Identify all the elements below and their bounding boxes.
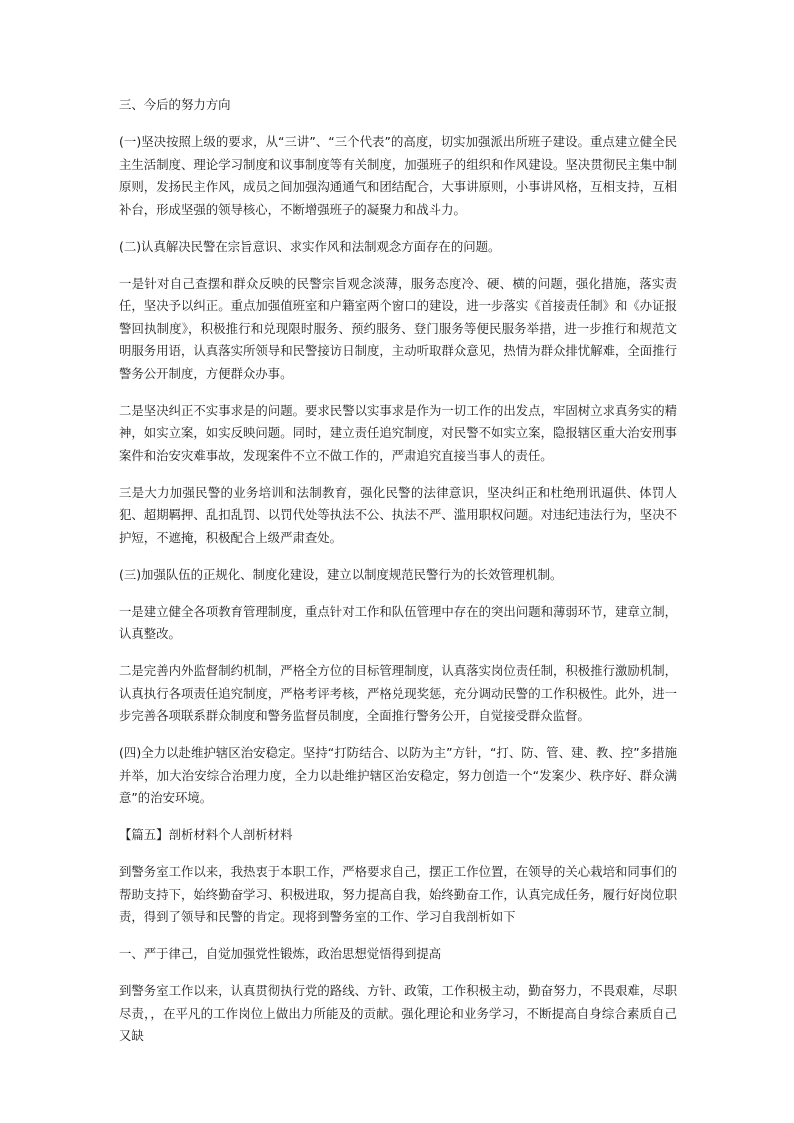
paragraph: (三)加强队伍的正规化、制度化建设，建立以制度规范民警行为的长效管理机制。 <box>119 566 563 582</box>
document-page <box>119 94 677 1062</box>
paragraph: 到警务室工作以来，认真贯彻执行党的路线、方针、政策，工作积极主动，勤奋努力，不畏艰难，尽职尽责，，在平凡的工作岗位上做出力所能及的贡献。强化理论和业务学习，不断提高自身综合素质自己又缺 <box>119 983 677 1043</box>
chapter-heading: 【篇五】剖析材料个人剖析材料 <box>119 827 293 842</box>
paragraph: (二)认真解决民警在宗旨意识、求实作风和法制观念方面存在的问题。 <box>119 238 501 254</box>
section-heading: 三、今后的努力方向 <box>119 97 231 112</box>
paragraph: (一)坚决按照上级的要求，从“三讲”、“三个代表”的高度，切实加强派出所班子建设。重点建立健全民主生活制度、理论学习制度和议事制度等有关制度，加强班子的组织和作风建设。坚决贯彻民主集中制原则，发扬民主作风，成员之间加强沟通通气和团结配合，大事讲原则，小事讲风格，互相支持，互相补台，形成坚强的领导核心，不断增强班子的凝聚力和战斗力。 <box>119 134 677 217</box>
paragraph: 到警务室工作以来，我热衷于本职工作，严格要求自己，摆正工作位置，在领导的关心栽培和同事们的帮助支持下，始终勤奋学习、积极进取，努力提高自我，始终勤奋工作，认真完成任务，履行好岗位职责，得到了领导和民警的肯定。现将到警务室的工作、学习自我剖析如下 <box>119 864 677 924</box>
paragraph: 二是完善内外监督制约机制，严格全方位的目标管理制度，认真落实岗位责任制，积极推行激励机制，认真执行各项责任追究制度，严格考评考核，严格兑现奖惩，充分调动民警的工作积极性。此外，进一步完善各项联系群众制度和警务监督员制度，全面推行警务公开，自觉接受群众监督。 <box>119 663 677 723</box>
paragraph: 一是针对自己查摆和群众反映的民警宗旨观念淡薄，服务态度冷、硬、横的问题，强化措施，落实责任，坚决予以纠正。重点加强值班室和户籍室两个窗口的建设，进一步落实《首接责任制》和《办证报警回执制度》，积极推行和兑现限时服务、预约服务、登门服务等便民服务举措，进一步推行和规范文明服务用语，认真落实所领导和民警接访日制度，主动听取群众意见，热情为群众排忧解难，全面推行警务公开制度，方便群众办事。 <box>119 275 677 381</box>
paragraph: 一是建立健全各项教育管理制度，重点针对工作和队伍管理中存在的突出问题和薄弱环节，建章立制，认真整改。 <box>119 603 677 641</box>
paragraph: 二是坚决纠正不实事求是的问题。要求民警以实事求是作为一切工作的出发点，牢固树立求真务实的精神，如实立案，如实反映问题。同时，建立责任追究制度，对民警不如实立案，隐报辖区重大治安刑事案件和治安灾难事故，发现案件不立不做工作的，严肃追究直接当事人的责任。 <box>119 402 677 463</box>
paragraph: (四)全力以赴维护辖区治安稳定。坚持“打防结合、以防为主”方针，“打、防、管、建、教、控”多措施并举，加大治安综合治理力度，全力以赴维护辖区治安稳定，努力创造一个“发案少、秩序好、群众满意”的治安环境。 <box>119 745 677 805</box>
paragraph: 三是大力加强民警的业务培训和法制教育，强化民警的法律意识，坚决纠正和杜绝刑讯逼供、体罚人犯、超期羁押、乱扣乱罚、以罚代处等执法不公、执法不严、滥用职权问题。对违纪违法行为，坚决不护短，不遮掩，积极配合上级严肃查处。 <box>119 484 677 545</box>
section-heading: 一、严于律己，自觉加强党性锻炼，政治思想觉悟得到提高 <box>119 946 442 961</box>
